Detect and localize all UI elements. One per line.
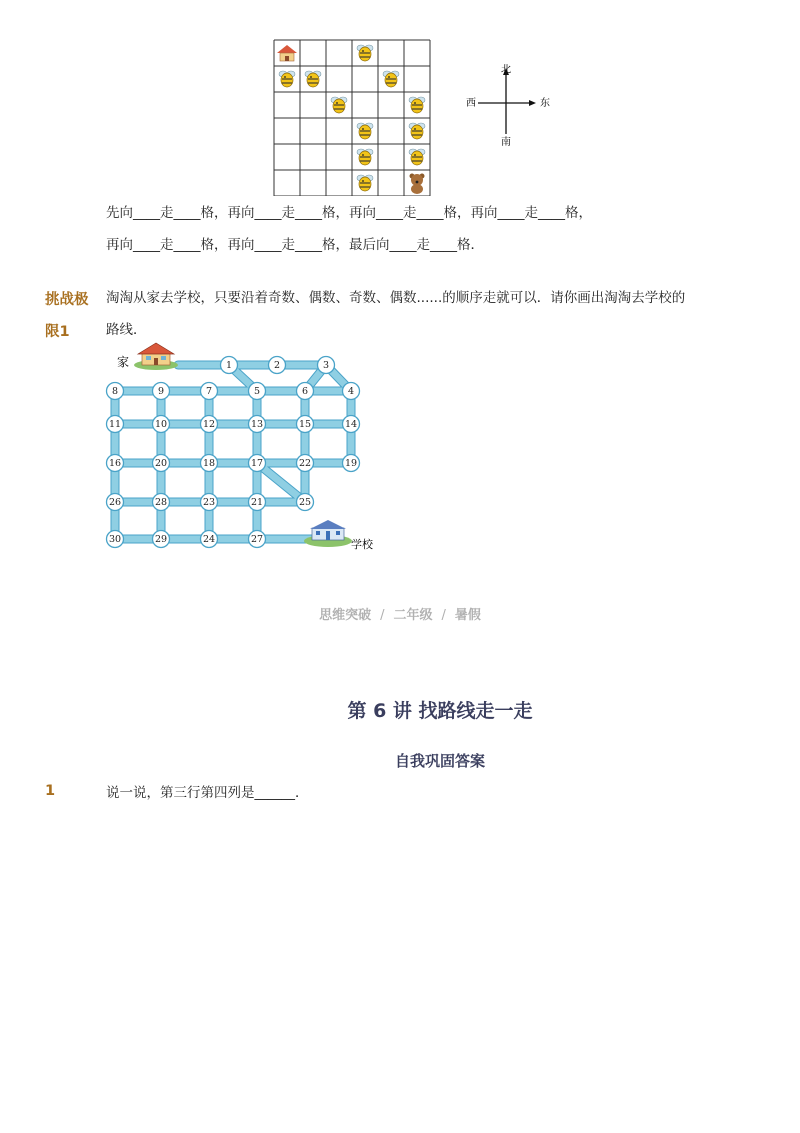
bee-icon [409, 97, 425, 113]
instruction-line-2: 再向____走____格，再向____走____格，最后向____走____格． [106, 237, 484, 253]
compass-east-label: 东 [540, 98, 550, 109]
route-node-label: 20 [154, 458, 168, 469]
bee-icon [305, 71, 321, 87]
route-node [221, 357, 238, 374]
route-node-label: 11 [108, 419, 122, 430]
route-node-label: 24 [202, 534, 216, 545]
route-node-label: 6 [301, 386, 309, 397]
route-node [297, 455, 314, 472]
route-node [249, 455, 266, 472]
route-node [318, 357, 335, 374]
route-node-label: 21 [250, 497, 264, 508]
route-node-label: 4 [347, 386, 355, 397]
compass-south-label: 南 [501, 137, 511, 148]
route-node-label: 5 [253, 386, 261, 397]
bee-icon [357, 123, 373, 139]
route-node-label: 3 [322, 360, 330, 371]
route-node-label: 28 [154, 497, 168, 508]
footer-separator: / [380, 608, 385, 623]
route-node [249, 383, 266, 400]
route-node-label: 9 [157, 386, 165, 397]
route-node-label: 14 [344, 419, 358, 430]
route-node [343, 416, 360, 433]
route-node-label: 30 [108, 534, 122, 545]
route-node [201, 455, 218, 472]
page-footer [0, 604, 800, 623]
route-node [201, 531, 218, 548]
route-node [249, 494, 266, 511]
home-label: 家 [117, 355, 130, 369]
bee-icon [357, 149, 373, 165]
route-node-label: 7 [205, 386, 213, 397]
route-node [107, 494, 124, 511]
route-node [343, 455, 360, 472]
route-node-label: 29 [154, 534, 168, 545]
bee-icon [409, 149, 425, 165]
route-node [153, 383, 170, 400]
route-node [297, 494, 314, 511]
footer-grade: 二年级 [393, 608, 433, 623]
route-node [153, 531, 170, 548]
grid-puzzle-figure [272, 38, 432, 196]
footer-term: 暑假 [454, 608, 481, 623]
route-node [107, 383, 124, 400]
challenge-label-1: 挑战极 [45, 292, 89, 308]
challenge-text-line-2: 路线． [106, 322, 147, 338]
route-node [107, 455, 124, 472]
route-node-label: 16 [108, 458, 122, 469]
route-node [201, 383, 218, 400]
route-node [201, 416, 218, 433]
challenge-label-2: 限1 [45, 324, 70, 340]
route-node [297, 383, 314, 400]
compass-diagram [462, 62, 554, 152]
route-node-label: 13 [250, 419, 264, 430]
instruction-line-1: 先向____走____格，再向____走____格，再向____走____格，再向____走____格， [106, 205, 592, 221]
route-node-label: 2 [273, 360, 281, 371]
route-node [153, 416, 170, 433]
route-node-label: 26 [108, 497, 122, 508]
school-label: 学校 [351, 538, 373, 551]
bee-icon [279, 71, 295, 87]
bee-icon [383, 71, 399, 87]
bee-icon [357, 175, 373, 191]
footer-separator: / [441, 608, 446, 623]
route-node-label: 8 [111, 386, 119, 397]
compass-west-label: 西 [466, 98, 476, 109]
route-node-label: 19 [344, 458, 358, 469]
route-node-label: 17 [250, 458, 264, 469]
route-node [153, 494, 170, 511]
route-map-figure [100, 340, 400, 560]
challenge-text-line-1: 淘淘从家去学校，只要沿着奇数、偶数、奇数、偶数......的顺序走就可以．请你画出淘淘去学校的 [106, 290, 686, 306]
route-node-label: 22 [298, 458, 312, 469]
bee-icon [357, 45, 373, 61]
route-node [107, 416, 124, 433]
route-node-label: 27 [250, 534, 264, 545]
bee-icon [331, 97, 347, 113]
route-node [343, 383, 360, 400]
route-node-label: 15 [298, 419, 312, 430]
compass-north-label: 北 [501, 64, 511, 76]
road-segment [257, 463, 305, 502]
route-node [153, 455, 170, 472]
route-node-label: 23 [202, 497, 216, 508]
route-node-label: 12 [202, 419, 216, 430]
route-node-label: 18 [202, 458, 216, 469]
route-node [249, 531, 266, 548]
answer-section-title: 自我巩固答案 [394, 752, 485, 770]
route-node [249, 416, 266, 433]
bee-icon [409, 123, 425, 139]
bear-icon [410, 174, 425, 195]
route-node [201, 494, 218, 511]
route-node-label: 25 [298, 497, 312, 508]
east-arrow-icon [529, 100, 536, 106]
lecture-title: 第 6 讲 找路线走一走 [347, 700, 533, 722]
route-node-label: 10 [154, 419, 168, 430]
route-node [269, 357, 286, 374]
question-number: 1 [45, 783, 56, 799]
school-building-icon [304, 520, 352, 547]
route-node [297, 416, 314, 433]
home-house-icon [134, 343, 178, 370]
footer-series: 思维突破 [319, 608, 372, 623]
house-icon [277, 45, 297, 61]
route-node-label: 1 [225, 360, 233, 371]
question-text: 说一说，第三行第四列是______． [106, 785, 309, 801]
route-node [107, 531, 124, 548]
